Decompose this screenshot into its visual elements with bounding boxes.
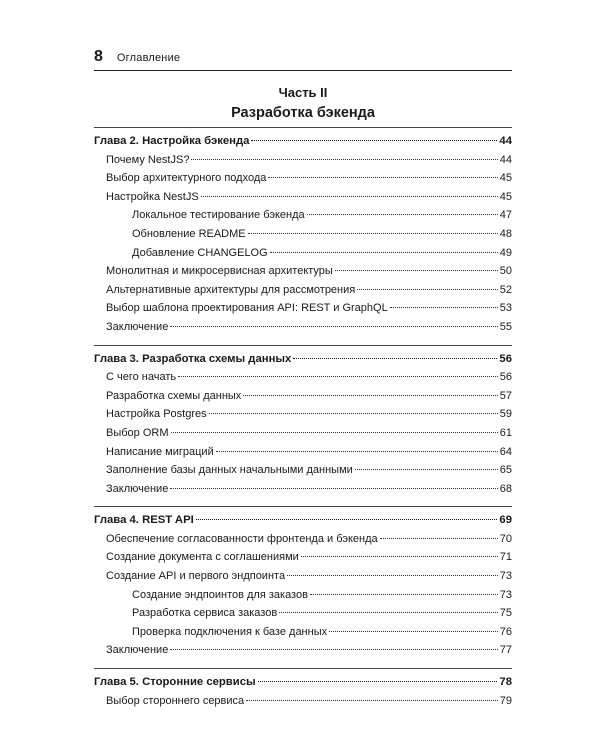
toc-section[interactable] <box>94 461 512 480</box>
toc-entry-page: 45 <box>499 172 512 185</box>
chapter-heading[interactable] <box>94 350 512 369</box>
dot-leader <box>335 270 498 271</box>
dot-leader <box>390 307 498 308</box>
dot-leader <box>178 376 498 377</box>
toc-entry-title: Разработка схемы данных <box>106 389 242 402</box>
toc-entry-page: 73 <box>499 570 512 583</box>
toc-section[interactable] <box>94 424 512 443</box>
dot-leader <box>248 233 498 234</box>
toc-entry-title: Глава 4. REST API <box>94 514 194 527</box>
toc-entry-title: Заключение <box>106 482 169 495</box>
dot-leader <box>287 575 498 576</box>
toc-entry-page: 44 <box>499 153 512 166</box>
toc-entry-title: Обновление README <box>132 227 246 240</box>
toc-entry-title: Настройка Postgres <box>106 408 207 421</box>
toc-entry-title: Выбор ORM <box>106 426 169 439</box>
chapter-block <box>94 127 512 345</box>
dot-leader <box>258 681 498 682</box>
dot-leader <box>310 594 498 595</box>
toc-subsection[interactable] <box>94 206 512 225</box>
toc-section[interactable] <box>94 567 512 586</box>
toc-entry-page: 49 <box>499 246 512 259</box>
toc-entry-title: Создание эндпоинтов для заказов <box>132 588 308 601</box>
toc-entry-page: 61 <box>499 426 512 439</box>
toc-section[interactable] <box>94 188 512 207</box>
toc-entry-title: Глава 5. Сторонние сервисы <box>94 676 256 689</box>
toc-entry-page: 50 <box>499 265 512 278</box>
toc-section[interactable] <box>94 641 512 660</box>
toc-entry-page: 56 <box>499 371 512 384</box>
toc-entry-page: 73 <box>499 588 512 601</box>
chapter-block <box>94 345 512 507</box>
dot-leader <box>209 413 498 414</box>
toc-entry-title: Заключение <box>106 320 169 333</box>
chapter-heading[interactable] <box>94 511 512 530</box>
toc-section[interactable] <box>94 151 512 170</box>
toc-subsection[interactable] <box>94 244 512 263</box>
dot-leader <box>170 326 497 327</box>
toc-entry-title: Почему NestJS? <box>106 153 190 166</box>
dot-leader <box>307 214 498 215</box>
part-number: Часть II <box>278 85 328 100</box>
toc-entry-title: Обеспечение согласованности фронтенда и бэкенда <box>106 532 378 545</box>
toc-entry-page: 52 <box>499 283 512 296</box>
chapter-block <box>94 668 512 718</box>
toc-entry-title: Написание миграций <box>106 445 214 458</box>
toc-entry-page: 77 <box>499 644 512 657</box>
dot-leader <box>246 700 498 701</box>
dot-leader <box>357 289 498 290</box>
toc-section[interactable] <box>94 405 512 424</box>
toc-section[interactable] <box>94 368 512 387</box>
toc-entry-title: Создание документа с соглашениями <box>106 551 299 564</box>
dot-leader <box>201 196 498 197</box>
toc-entry-title: Альтернативные архитектуры для рассмотрения <box>106 283 356 296</box>
toc-entry-page: 78 <box>499 676 512 689</box>
dot-leader <box>191 159 497 160</box>
dot-leader <box>243 395 497 396</box>
dot-leader <box>171 432 498 433</box>
table-of-contents <box>94 127 512 718</box>
toc-entry-title: Создание API и первого эндпоинта <box>106 570 286 583</box>
dot-leader <box>268 177 497 178</box>
toc-section[interactable] <box>94 299 512 318</box>
page-number: 8 <box>94 48 103 65</box>
running-title: Оглавление <box>116 52 181 64</box>
toc-entry-page: 79 <box>499 694 512 707</box>
toc-section[interactable] <box>94 692 512 711</box>
toc-entry-page: 59 <box>499 408 512 421</box>
toc-entry-page: 47 <box>499 209 512 222</box>
toc-entry-page: 56 <box>499 352 512 365</box>
toc-entry-page: 75 <box>499 607 512 620</box>
dot-leader <box>196 519 498 520</box>
toc-section[interactable] <box>94 318 512 337</box>
toc-entry-page: 45 <box>499 190 512 203</box>
chapter-block <box>94 506 512 668</box>
toc-entry-title: Добавление CHANGELOG <box>132 246 268 259</box>
toc-entry-title: Заполнение базы данных начальными данными <box>106 464 353 477</box>
toc-entry-title: С чего начать <box>106 371 177 384</box>
toc-entry-page: 69 <box>499 514 512 527</box>
dot-leader <box>355 469 498 470</box>
chapter-heading[interactable] <box>94 673 512 692</box>
toc-section[interactable] <box>94 443 512 462</box>
toc-entry-page: 71 <box>499 551 512 564</box>
toc-entry-title: Выбор шаблона проектирования API: REST и GraphQL <box>106 302 388 315</box>
toc-entry-page: 64 <box>499 445 512 458</box>
dot-leader <box>329 631 498 632</box>
toc-section[interactable] <box>94 480 512 499</box>
dot-leader <box>170 488 497 489</box>
toc-entry-page: 55 <box>499 320 512 333</box>
dot-leader <box>170 649 497 650</box>
running-header <box>94 48 512 66</box>
dot-leader <box>216 451 498 452</box>
toc-entry-title: Глава 2. Настройка бэкенда <box>94 135 250 147</box>
toc-section[interactable] <box>94 262 512 281</box>
toc-entry-page: 68 <box>499 482 512 495</box>
part-title: Разработка бэкенда <box>231 105 375 121</box>
toc-section[interactable] <box>94 169 512 188</box>
toc-section[interactable] <box>94 530 512 549</box>
dot-leader <box>270 252 498 253</box>
toc-entry-title: Локальное тестирование бэкенда <box>132 209 305 222</box>
toc-entry-page: 76 <box>499 625 512 638</box>
toc-subsection[interactable] <box>94 586 512 605</box>
toc-entry-title: Настройка NestJS <box>106 190 199 203</box>
dot-leader <box>380 538 498 539</box>
toc-entry-title: Глава 3. Разработка схемы данных <box>94 352 292 365</box>
toc-entry-page: 53 <box>499 302 512 315</box>
toc-entry-title: Проверка подключения к базе данных <box>132 625 328 638</box>
toc-entry-page: 65 <box>499 464 512 477</box>
dot-leader <box>301 556 498 557</box>
toc-entry-title: Разработка сервиса заказов <box>132 607 278 620</box>
toc-subsection[interactable] <box>94 623 512 642</box>
toc-subsection[interactable] <box>94 225 512 244</box>
chapter-heading[interactable] <box>94 132 512 151</box>
toc-section[interactable] <box>94 548 512 567</box>
toc-section[interactable] <box>94 387 512 406</box>
dot-leader <box>279 612 498 613</box>
dot-leader <box>293 358 497 359</box>
toc-subsection[interactable] <box>94 604 512 623</box>
toc-entry-title: Выбор стороннего сервиса <box>106 694 245 707</box>
toc-entry-page: 57 <box>499 389 512 402</box>
header-rule <box>94 70 512 71</box>
toc-entry-title: Заключение <box>106 644 169 657</box>
dot-leader <box>251 140 497 141</box>
toc-entry-page: 44 <box>499 135 512 147</box>
toc-entry-title: Выбор архитектурного подхода <box>106 172 267 185</box>
toc-entry-page: 48 <box>499 227 512 240</box>
toc-section[interactable] <box>94 281 512 300</box>
toc-entry-title: Монолитная и микросервисная архитектуры <box>106 265 333 278</box>
toc-entry-page: 70 <box>499 532 512 545</box>
